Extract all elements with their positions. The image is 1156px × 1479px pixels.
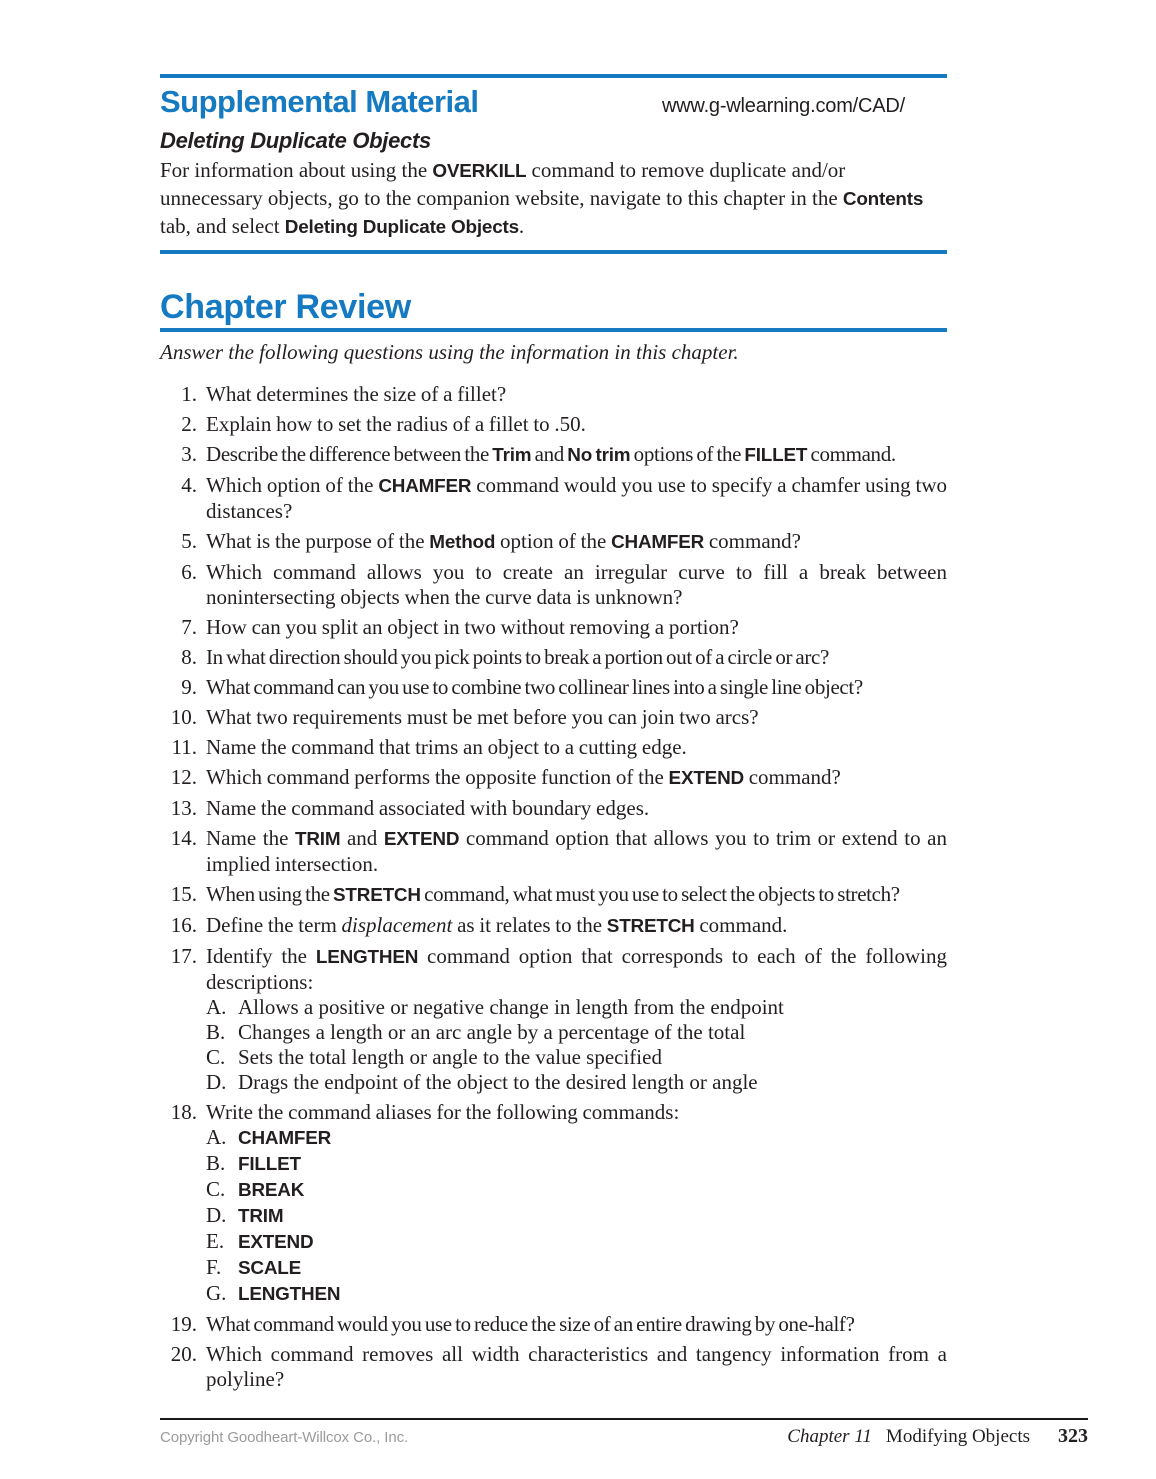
question-item: [160, 529, 947, 555]
question-text: [206, 944, 947, 995]
text-segment: command?: [704, 529, 801, 553]
question-list: [160, 382, 947, 1392]
sub-item-letter: D.: [206, 1203, 227, 1227]
question-text: [206, 735, 947, 760]
chapter-review-section: [160, 288, 947, 1392]
question-number: 11.: [171, 735, 197, 759]
command-name: STRETCH: [606, 916, 695, 937]
question-item: [160, 796, 947, 821]
question-number: 5.: [181, 529, 197, 553]
text-segment: Changes a length or an arc angle by a percentage of the total: [238, 1020, 746, 1044]
text-segment: For information about using the: [160, 158, 433, 182]
sub-item-letter: G.: [206, 1281, 227, 1305]
sub-item-text: [238, 1281, 947, 1307]
question-sub-item: [206, 1229, 947, 1255]
question-item: [160, 1342, 947, 1392]
footer-row: [160, 1425, 1088, 1448]
sub-item-text: [238, 1020, 947, 1045]
text-segment: Name the command associated with boundary edges.: [206, 796, 650, 820]
question-item: [160, 913, 947, 939]
supplemental-paragraph: [160, 157, 930, 241]
question-body: [206, 944, 947, 1095]
question-text: [206, 1342, 947, 1392]
question-number: 6.: [181, 560, 197, 584]
text-segment: options of the: [630, 442, 745, 466]
question-sub-item: [206, 1070, 947, 1095]
text-segment: command.: [694, 913, 788, 937]
question-text: [206, 705, 947, 730]
command-name: TRIM: [294, 829, 341, 850]
sub-item-letter: B.: [206, 1020, 226, 1044]
question-number: 8.: [181, 645, 197, 669]
text-segment: Identify the: [206, 944, 316, 968]
question-sub-item: [206, 1125, 947, 1151]
question-number: 7.: [181, 615, 197, 639]
text-segment: command?: [743, 765, 841, 789]
command-name: No trim: [567, 445, 631, 466]
question-text: [206, 675, 947, 700]
question-item: [160, 442, 947, 468]
text-segment: Write the command aliases for the following commands:: [206, 1100, 680, 1124]
question-body: [206, 826, 947, 877]
question-body: [206, 615, 947, 640]
question-item: [160, 1312, 947, 1337]
page-number: 323: [1058, 1425, 1088, 1447]
question-number: 14.: [170, 826, 197, 850]
sub-item-text: [238, 995, 947, 1020]
command-name: CHAMFER: [238, 1128, 332, 1149]
question-number: 16.: [170, 913, 197, 937]
text-segment: Explain how to set the radius of a fillet to .50.: [206, 412, 586, 436]
text-segment: Which option of the: [206, 473, 379, 497]
question-text: [206, 473, 947, 524]
question-item: [160, 560, 947, 610]
question-body: [206, 412, 947, 437]
question-number: 2.: [181, 412, 197, 436]
question-item: [160, 645, 947, 670]
question-number: 12.: [170, 765, 197, 789]
command-name: EXTEND: [238, 1232, 314, 1253]
question-number: 3.: [181, 442, 197, 466]
command-name: EXTEND: [383, 829, 460, 850]
text-segment: Which command removes all width characteristics and tangency information from a polyline?: [206, 1342, 947, 1391]
question-sub-item: [206, 1020, 947, 1045]
question-body: [206, 765, 947, 791]
text-segment: command.: [807, 442, 896, 466]
question-item: [160, 765, 947, 791]
question-text: [206, 645, 947, 670]
text-segment: Which command performs the opposite function of the: [206, 765, 669, 789]
question-text: [206, 826, 947, 877]
question-body: [206, 1100, 947, 1307]
question-item: [160, 705, 947, 730]
command-name: Deleting Duplicate Objects: [284, 217, 519, 238]
question-sub-item: [206, 1151, 947, 1177]
command-name: FILLET: [238, 1154, 301, 1175]
text-segment: When using the: [206, 882, 334, 906]
chapter-review-title: Chapter Review: [160, 288, 411, 326]
question-sub-item: [206, 1177, 947, 1203]
section-top-rule: [160, 74, 947, 78]
sub-item-letter: A.: [206, 995, 227, 1019]
question-number: 17.: [170, 944, 197, 968]
question-body: [206, 529, 947, 555]
question-body: [206, 442, 947, 468]
text-segment: as it relates to the: [452, 913, 607, 937]
command-name: SCALE: [238, 1258, 302, 1279]
question-item: [160, 1100, 947, 1307]
sub-item-text: [238, 1203, 947, 1229]
text-segment: In what direction should you pick points to break a portion out of a circle or arc?: [206, 645, 829, 669]
question-sub-item: [206, 1045, 947, 1070]
sub-item-text: [238, 1151, 947, 1177]
sub-item-letter: E.: [206, 1229, 225, 1253]
supplemental-title: Supplemental Material: [160, 84, 479, 119]
text-segment: Describe the difference between the: [206, 442, 493, 466]
question-body: [206, 1312, 947, 1337]
command-name: TRIM: [238, 1206, 284, 1227]
text-segment: What command can you use to combine two collinear lines into a single line object?: [206, 675, 863, 699]
text-segment: command option that allows you to trim or extend to an implied intersection.: [206, 826, 948, 876]
sub-item-text: [238, 1255, 947, 1281]
question-item: [160, 826, 947, 877]
text-segment: Which command allows you to create an irregular curve to fill a break between nonintersecting objects when the curve data is unknown?: [206, 560, 947, 609]
question-text: [206, 529, 947, 555]
sub-item-letter: C.: [206, 1177, 226, 1201]
chapter-review-rule: [160, 328, 947, 332]
question-item: [160, 412, 947, 437]
question-body: [206, 1342, 947, 1392]
question-number: 18.: [170, 1100, 197, 1124]
question-text: [206, 560, 947, 610]
text-segment: .: [518, 214, 525, 238]
command-name: BREAK: [238, 1180, 305, 1201]
text-segment: Define the term: [206, 913, 342, 937]
text-segment: Sets the total length or angle to the value specified: [238, 1045, 662, 1069]
sub-item-letter: F.: [206, 1255, 222, 1279]
text-segment: Drags the endpoint of the object to the desired length or angle: [238, 1070, 758, 1094]
sub-item-text: [238, 1229, 947, 1255]
question-number: 13.: [170, 796, 197, 820]
question-item: [160, 382, 947, 407]
question-text: [206, 382, 947, 407]
question-body: [206, 735, 947, 760]
question-item: [160, 473, 947, 524]
sub-item-text: [238, 1177, 947, 1203]
command-name: FILLET: [744, 445, 808, 466]
question-item: [160, 944, 947, 1095]
supplemental-subtitle: Deleting Duplicate Objects: [160, 128, 431, 153]
question-sub-item: [206, 1255, 947, 1281]
question-text: [206, 796, 947, 821]
chapter-title: Modifying Objects: [885, 1426, 1030, 1447]
text-segment: command to remove duplicate and/or unnecessary objects, go to the companion website, navigate to this chapter in the: [160, 158, 846, 210]
review-instruction: Answer the following questions using the information in this chapter.: [160, 340, 739, 364]
question-text: [206, 412, 947, 437]
sub-item-text: [238, 1070, 947, 1095]
question-number: 1.: [181, 382, 197, 406]
text-segment: How can you split an object in two without removing a portion?: [206, 615, 739, 639]
command-name: LENGTHEN: [315, 947, 419, 968]
question-number: 4.: [181, 473, 197, 497]
text-segment: tab, and select: [160, 214, 285, 238]
question-text: [206, 615, 947, 640]
text-segment: command, what must you use to select the objects to stretch?: [420, 882, 900, 906]
supplemental-header: [160, 82, 947, 122]
question-body: [206, 473, 947, 524]
command-name: Method: [429, 532, 496, 553]
question-number: 20.: [170, 1342, 197, 1366]
text-segment: command option that corresponds to each of the following descriptions:: [206, 944, 947, 994]
question-sub-item: [206, 1203, 947, 1229]
question-item: [160, 735, 947, 760]
footer-rule: [160, 1418, 1088, 1420]
question-number: 9.: [181, 675, 197, 699]
text-segment: What two requirements must be met before you can join two arcs?: [206, 705, 759, 729]
question-text: [206, 442, 947, 468]
question-number: 19.: [170, 1312, 197, 1336]
text-segment: command would you use to specify a chamfer using two distances?: [206, 473, 948, 523]
command-name: EXTEND: [668, 768, 744, 789]
question-item: [160, 882, 947, 908]
text-segment: Name the command that trims an object to a cutting edge.: [206, 735, 687, 759]
footer-chapter-info: [787, 1425, 1088, 1448]
question-body: [206, 645, 947, 670]
supplemental-material-section: [160, 0, 947, 254]
question-sub-item: [206, 995, 947, 1020]
sub-item-letter: A.: [206, 1125, 227, 1149]
question-number: 15.: [170, 882, 197, 906]
text-segment: and: [531, 442, 568, 466]
question-number: 10.: [170, 705, 197, 729]
text-segment: displacement: [341, 913, 453, 937]
question-body: [206, 382, 947, 407]
question-text: [206, 1100, 947, 1125]
text-segment: option of the: [495, 529, 612, 553]
question-item: [160, 615, 947, 640]
companion-website-url: www.g-wlearning.com/CAD/: [661, 95, 905, 117]
section-bottom-rule: [160, 250, 947, 254]
question-body: [206, 675, 947, 700]
text-segment: Name the: [206, 826, 295, 850]
text-segment: What determines the size of a fillet?: [206, 382, 507, 406]
command-name: Trim: [492, 445, 532, 466]
question-body: [206, 560, 947, 610]
question-body: [206, 882, 947, 908]
text-segment: Allows a positive or negative change in length from the endpoint: [238, 995, 784, 1019]
question-body: [206, 913, 947, 939]
question-text: [206, 913, 947, 939]
question-text: [206, 765, 947, 791]
copyright-text: Copyright Goodheart-Willcox Co., Inc.: [160, 1429, 409, 1446]
page-footer: [160, 1418, 1088, 1448]
question-sub-item: [206, 1281, 947, 1307]
question-body: [206, 796, 947, 821]
sub-item-letter: D.: [206, 1070, 227, 1094]
text-segment: and: [340, 826, 384, 850]
command-name: LENGTHEN: [238, 1284, 341, 1305]
sub-item-letter: B.: [206, 1151, 226, 1175]
text-segment: What command would you use to reduce the size of an entire drawing by one-half?: [206, 1312, 855, 1336]
command-name: OVERKILL: [432, 161, 527, 182]
command-name: Contents: [842, 189, 924, 210]
question-item: [160, 675, 947, 700]
sub-item-letter: C.: [206, 1045, 226, 1069]
question-text: [206, 1312, 947, 1337]
chapter-label: Chapter 11: [787, 1426, 872, 1447]
sub-item-text: [238, 1045, 947, 1070]
question-body: [206, 705, 947, 730]
question-text: [206, 882, 947, 908]
command-name: STRETCH: [333, 885, 421, 906]
command-name: CHAMFER: [611, 532, 705, 553]
command-name: CHAMFER: [378, 476, 472, 497]
text-segment: What is the purpose of the: [206, 529, 430, 553]
sub-item-text: [238, 1125, 947, 1151]
